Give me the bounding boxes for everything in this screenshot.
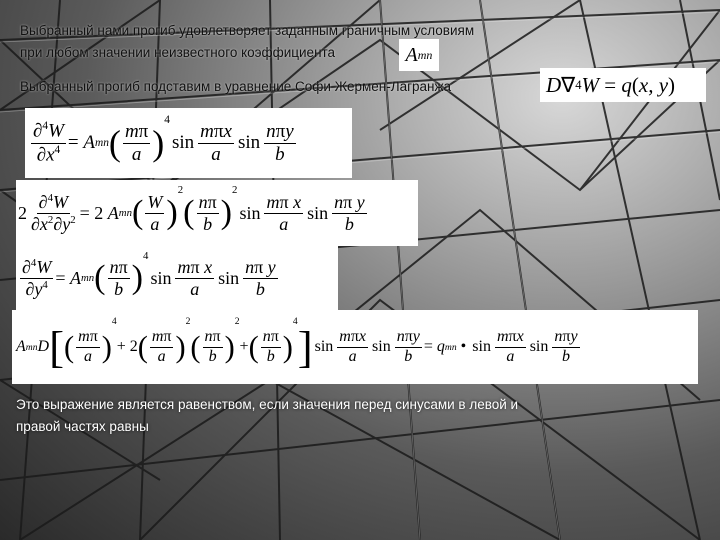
conclusion-line-1: Это выражение является равенством, если значения перед синусами в левой и	[16, 397, 519, 412]
formula-final-equation: A mn D [ ( $\frac{m\pi}{a}$ ) 4 + 2 ( $\frac{m\pi}{a}$ ) 2 ( $\frac{n\pi}{b}$ ) 2 + ( $\frac{n\pi}{b}$ ) 4 ] sin $\frac{\text{mπx}}{a}$ sin $\frac{\text{nπy}}{b}$ = q mn • sin $\frac{\text{mπx}}{a}$ sin $\frac{\text{nπy}}{b}$	[12, 310, 698, 384]
coefficient-Amn: A mn	[399, 39, 439, 71]
formula-d4w-dy4: $\frac{\partial^4W}{\partial y^4}$ = A mn ( $\frac{n\pi}{b}$ ) $^4$ sin $\frac{\text{mπ x}}{a}$ sin $\frac{\text{nπ y}}{b}$	[16, 246, 338, 310]
formula-2d4w-dx2dy2: 2 $\frac{\partial^4W}{\partial x^2\partial y^2}$ = 2 A mn ( $\frac{W}{a}$ ) $^2$ ( $\frac{n\pi}{b}$ ) $^2$ sin $\frac{\text{mπ x}}{a}$ sin $\frac{\text{nπ y}}{b}$	[16, 180, 418, 246]
sophie-germain-equation: D ∇ 4 W = q ( x, y )	[540, 68, 706, 102]
conclusion-line-2: правой частях равны	[16, 419, 149, 434]
intro-line-3: Выбранный прогиб подставим в уравнение Софи Жермен-Лагранжа	[20, 79, 452, 94]
intro-line-2: при любом значении неизвестного коэффициента	[20, 45, 336, 60]
intro-line-1: Выбранный нами прогиб удовлетворяет заданным граничным условиям	[20, 23, 475, 38]
formula-d4w-dx4: $\frac{\partial^4W}{\partial x^4}$ = A mn ( $\frac{m\pi}{a}$ ) $^4$ sin $\frac{\text{mπx}}{a}$ sin $\frac{\text{nπy}}{b}$	[25, 108, 352, 178]
